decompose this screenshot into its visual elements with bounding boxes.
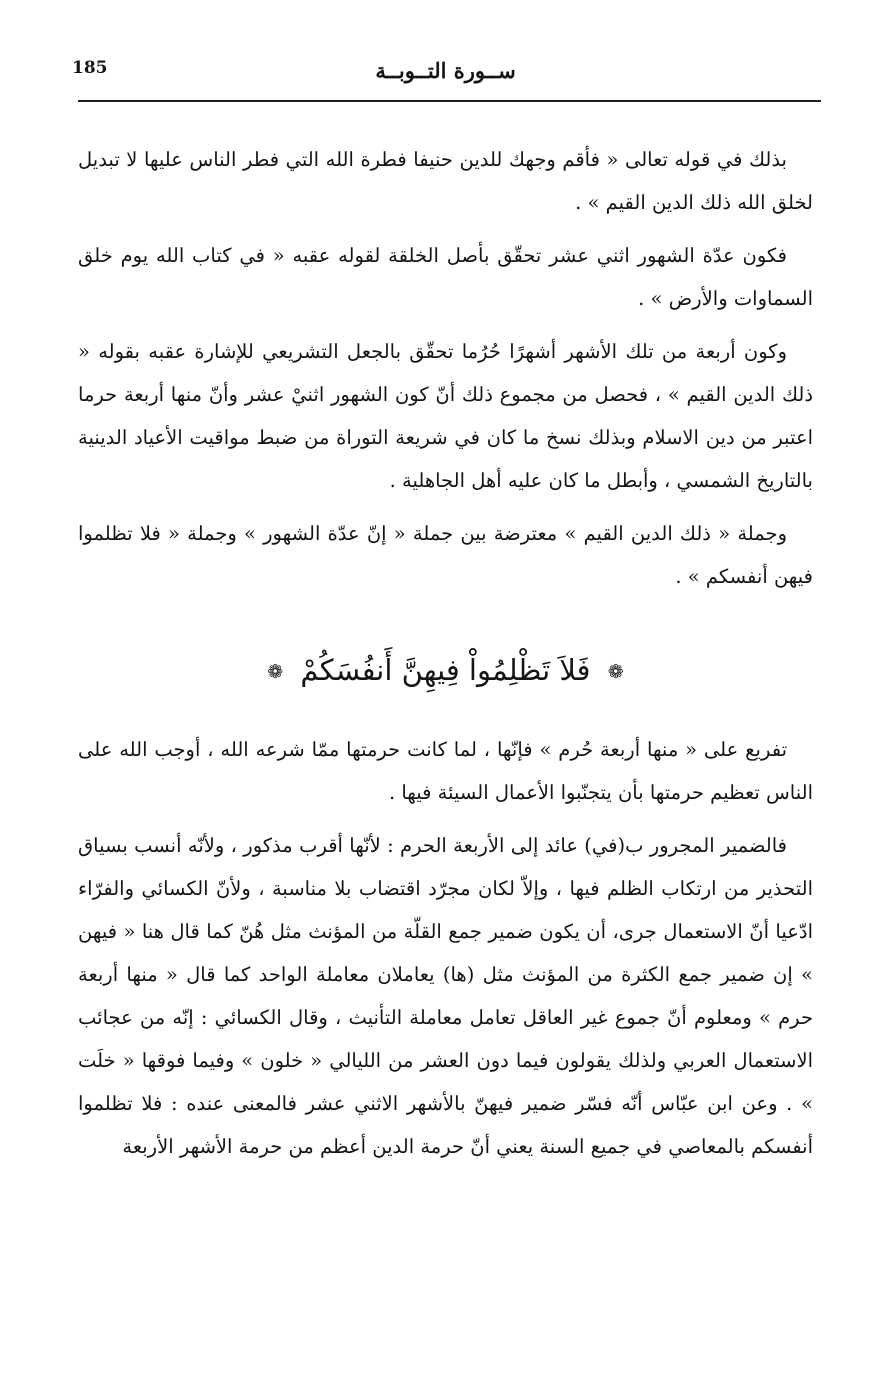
page-header <box>70 58 821 102</box>
running-title: ســورة التــوبــة <box>375 58 516 83</box>
paragraph: فكون عدّة الشهور اثني عشر تحقّق بأصل الخلقة لقوله عقبه « في كتاب الله يوم خلق السماوات والأرض » . <box>78 244 813 310</box>
ornament-icon: ❁ <box>267 661 284 683</box>
page-body <box>78 138 813 1178</box>
paragraph: بذلك في قوله تعالى « فأقم وجهك للدين حنيفا فطرة الله التي فطر الناس عليها لا تبديل لخلق الله ذلك الدين القيم » . <box>78 148 813 214</box>
verse-text: فَلاَ تَظْلِمُواْ فِيهِنَّ أَنفُسَكُمْ <box>300 653 591 687</box>
page-number: 185 <box>72 58 108 78</box>
paragraph: وكون أربعة من تلك الأشهر أشهرًا حُرُما تحقّق بالجعل التشريعي للإشارة عقبه بقوله « ذلك الدين القيم » ، فحصل من مجموع ذلك أنّ كون الشهور اثنيْ عشر وأنّ منها أربعة حرما اعتبر من دين الاسلام وبذلك نسخ ما كان في شريعة التوراة من ضبط مواقيت الأعياد الدينية بالتاريخ الشمسي ، وأبطل ما كان عليه أهل الجاهلية . <box>78 340 813 492</box>
verse-heading <box>78 650 813 692</box>
header-rule <box>78 100 821 102</box>
paragraph: وجملة « ذلك الدين القيم » معترضة بين جملة « إنّ عدّة الشهور » وجملة « فلا تظلموا فيهن أنفسكم » . <box>78 522 813 588</box>
paragraph: فالضمير المجرور ب(في) عائد إلى الأربعة الحرم : لأنّها أقرب مذكور ، ولأنّه أنسب بسياق التحذير من ارتكاب الظلم فيها ، وإلاّ لكان مجرّد اقتضاب بلا مناسبة ، ولأنّ الكسائي والفرّاء ادّعيا أنّ الاستعمال جرى، أن يكون ضمير جمع القلّة من المؤنث مثل هُنّ كما قال هنا « فيهن » إن ضمير جمع الكثرة من المؤنث مثل (ها) يعاملان معاملة الواحد كما قال « منها أربعة حرم » ومعلوم أنّ جموع غير العاقل تعامل معاملة التأنيث ، وقال الكسائي : إنّه من عجائب الاستعمال العربي ولذلك يقولون فيما دون العشر من الليالي « خلون » وفيما فوقها « خلَت » . وعن ابن عبّاس أنّه فسّر ضمير فيهنّ بالأشهر الاثني عشر فالمعنى عنده : فلا تظلموا أنفسكم بالمعاصي في جميع السنة يعني أنّ حرمة الدين أعظم من حرمة الأشهر الأربعة <box>78 834 813 1158</box>
paragraph: تفريع على « منها أربعة حُرم » فإنّها ، لما كانت حرمتها ممّا شرعه الله ، أوجب الله على الناس تعظيم حرمتها بأن يتجنّبوا الأعمال السيئة فيها . <box>78 738 813 804</box>
ornament-icon: ❁ <box>607 661 624 683</box>
